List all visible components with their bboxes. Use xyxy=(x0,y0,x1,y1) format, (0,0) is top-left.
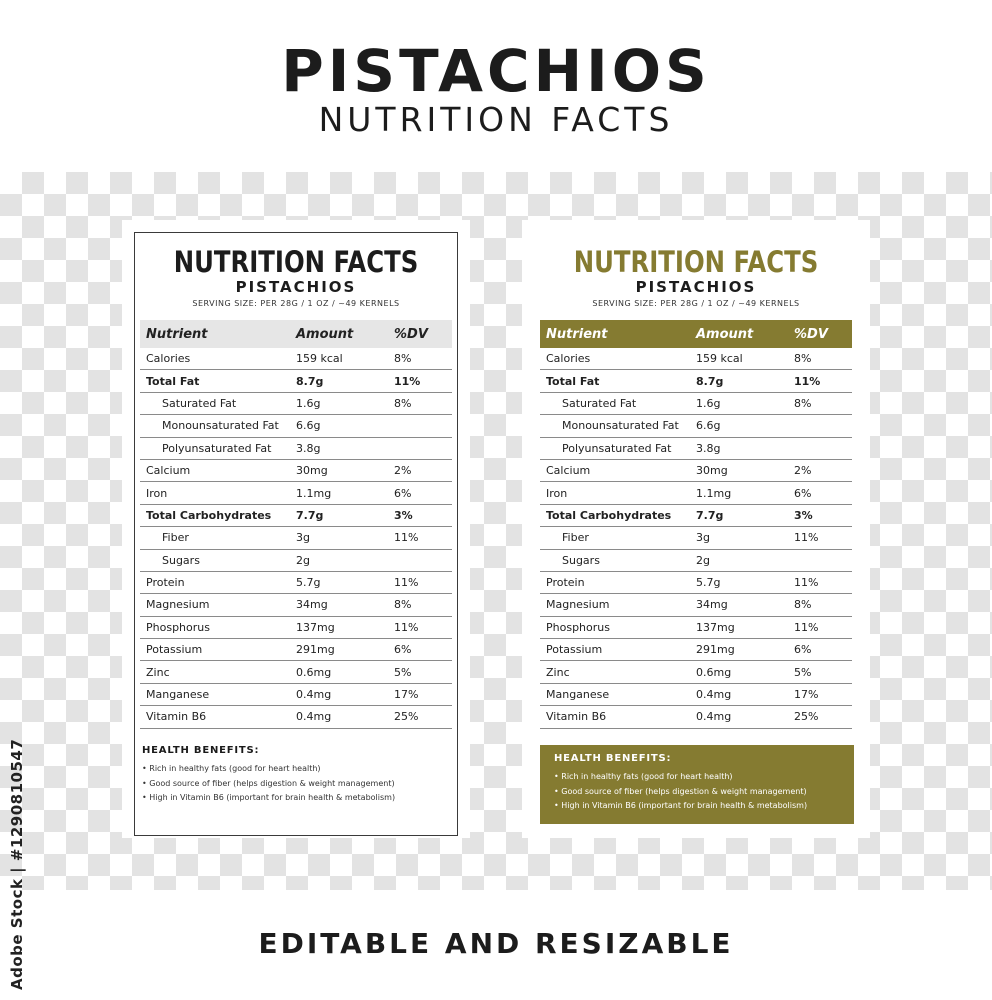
nutrient-name: Polyunsaturated Fat xyxy=(562,441,672,455)
nutrient-dv: 2% xyxy=(394,464,412,478)
nutrient-name: Monounsaturated Fat xyxy=(562,419,679,433)
nutrient-dv: 11% xyxy=(394,576,419,590)
table-row xyxy=(540,572,852,594)
nutrient-dv: 6% xyxy=(394,486,412,500)
nutrient-name: Monounsaturated Fat xyxy=(162,419,279,433)
table-row xyxy=(540,527,852,549)
table-row xyxy=(140,527,452,549)
column-header-dv: %DV xyxy=(794,326,828,342)
nutrient-dv: 6% xyxy=(794,486,812,500)
nutrient-name: Sugars xyxy=(162,553,200,567)
nutrition-table xyxy=(140,320,452,729)
nutrient-name: Fiber xyxy=(562,531,589,545)
nutrient-amount: 0.6mg xyxy=(296,665,332,679)
nutrient-name: Potassium xyxy=(546,643,603,657)
nutrition-label-monochrome xyxy=(122,220,470,838)
nutrient-amount: 30mg xyxy=(296,464,328,478)
table-row xyxy=(140,393,452,415)
nutrient-name: Magnesium xyxy=(546,598,610,612)
nutrient-name: Protein xyxy=(546,576,585,590)
table-row xyxy=(140,639,452,661)
nutrient-amount: 0.6mg xyxy=(696,665,732,679)
nutrient-amount: 159 kcal xyxy=(696,352,743,366)
nutrient-amount: 0.4mg xyxy=(296,710,332,724)
table-row xyxy=(540,594,852,616)
nutrient-name: Total Fat xyxy=(146,374,200,388)
nutrient-name: Saturated Fat xyxy=(162,396,237,410)
table-row xyxy=(540,505,852,527)
health-benefits-title: HEALTH BENEFITS: xyxy=(142,745,260,756)
nutrient-amount: 5.7g xyxy=(296,576,321,590)
nutrient-dv: 8% xyxy=(794,598,812,612)
benefit-item: • Rich in healthy fats (good for heart health) xyxy=(142,764,321,773)
nutrient-name: Phosphorus xyxy=(546,620,610,634)
nutrient-name: Sugars xyxy=(562,553,600,567)
table-row xyxy=(140,572,452,594)
nutrient-name: Polyunsaturated Fat xyxy=(162,441,272,455)
label-title: NUTRITION FACTS xyxy=(573,245,819,279)
column-header-nutrient: Nutrient xyxy=(146,326,208,342)
stock-id-watermark xyxy=(8,738,30,990)
label-serving-size: SERVING SIZE: PER 28G / 1 OZ / ~49 KERNELS xyxy=(592,299,800,308)
benefit-item: • Good source of fiber (helps digestion & weight management) xyxy=(554,786,807,796)
table-row xyxy=(540,639,852,661)
nutrient-name: Protein xyxy=(146,576,185,590)
column-header-amount: Amount xyxy=(296,326,354,342)
nutrient-dv: 8% xyxy=(394,352,412,366)
table-row xyxy=(140,550,452,572)
label-product-name: PISTACHIOS xyxy=(235,278,357,296)
table-row xyxy=(540,438,852,460)
table-row xyxy=(540,684,852,706)
nutrient-amount: 8.7g xyxy=(696,374,724,388)
nutrition-label-accent xyxy=(522,220,870,838)
nutrient-amount: 7.7g xyxy=(296,508,324,522)
nutrient-dv: 8% xyxy=(794,396,812,410)
nutrient-name: Zinc xyxy=(546,665,570,679)
health-benefits xyxy=(540,745,854,824)
nutrient-amount: 137mg xyxy=(696,620,735,634)
nutrient-amount: 1.6g xyxy=(696,396,721,410)
nutrient-name: Calories xyxy=(146,352,191,366)
table-row xyxy=(140,438,452,460)
nutrient-dv: 5% xyxy=(794,665,812,679)
nutrient-amount: 3g xyxy=(696,531,710,545)
nutrient-amount: 0.4mg xyxy=(696,688,732,702)
table-row xyxy=(140,617,452,639)
table-row xyxy=(140,684,452,706)
footer-caption: EDITABLE AND RESIZABLE xyxy=(258,927,734,960)
nutrient-amount: 1.6g xyxy=(296,396,321,410)
stock-id-text: Adobe Stock | #1290810547 xyxy=(8,738,26,990)
nutrient-amount: 3g xyxy=(296,531,310,545)
nutrient-amount: 3.8g xyxy=(696,441,721,455)
nutrient-name: Total Carbohydrates xyxy=(146,508,272,522)
nutrient-dv: 3% xyxy=(794,508,813,522)
table-row xyxy=(540,550,852,572)
nutrient-name: Iron xyxy=(546,486,568,500)
table-row xyxy=(140,482,452,504)
nutrient-dv: 8% xyxy=(394,598,412,612)
benefit-item: • High in Vitamin B6 (important for brain health & metabolism) xyxy=(554,801,808,810)
nutrient-dv: 25% xyxy=(794,710,819,724)
nutrient-dv: 11% xyxy=(794,620,819,634)
nutrient-name: Vitamin B6 xyxy=(146,710,207,724)
nutrient-dv: 3% xyxy=(394,508,413,522)
nutrient-dv: 6% xyxy=(794,643,812,657)
nutrient-amount: 0.4mg xyxy=(296,688,332,702)
nutrient-dv: 17% xyxy=(794,688,819,702)
nutrient-amount: 6.6g xyxy=(696,419,721,433)
nutrient-dv: 6% xyxy=(394,643,412,657)
nutrient-name: Total Fat xyxy=(546,374,600,388)
nutrient-dv: 8% xyxy=(794,352,812,366)
table-row xyxy=(540,348,852,370)
table-body xyxy=(140,348,452,729)
nutrient-name: Calcium xyxy=(146,464,191,478)
nutrient-name: Total Carbohydrates xyxy=(546,508,672,522)
nutrient-name: Zinc xyxy=(146,665,170,679)
table-row xyxy=(540,415,852,437)
nutrient-amount: 137mg xyxy=(296,620,335,634)
nutrient-dv: 11% xyxy=(794,531,819,545)
nutrient-amount: 159 kcal xyxy=(296,352,343,366)
nutrient-amount: 291mg xyxy=(696,643,735,657)
nutrient-amount: 6.6g xyxy=(296,419,321,433)
table-row xyxy=(140,505,452,527)
nutrient-name: Phosphorus xyxy=(146,620,210,634)
table-header xyxy=(140,320,452,348)
table-row xyxy=(140,415,452,437)
health-benefits-title: HEALTH BENEFITS: xyxy=(554,753,672,764)
label-product-name: PISTACHIOS xyxy=(635,278,757,296)
nutrient-dv: 11% xyxy=(394,620,419,634)
nutrient-dv: 17% xyxy=(394,688,419,702)
benefit-item: • Rich in healthy fats (good for heart health) xyxy=(554,772,733,781)
nutrient-name: Potassium xyxy=(146,643,203,657)
nutrient-name: Iron xyxy=(146,486,168,500)
nutrition-table xyxy=(540,320,852,729)
nutrient-amount: 3.8g xyxy=(296,441,321,455)
table-row xyxy=(140,370,452,392)
column-header-nutrient: Nutrient xyxy=(546,326,608,342)
nutrient-name: Calories xyxy=(546,352,591,366)
nutrient-name: Magnesium xyxy=(146,598,210,612)
table-row xyxy=(540,617,852,639)
nutrient-name: Manganese xyxy=(546,688,610,702)
table-row xyxy=(140,706,452,728)
nutrient-dv: 11% xyxy=(794,374,821,388)
nutrient-amount: 5.7g xyxy=(696,576,721,590)
nutrient-name: Saturated Fat xyxy=(562,396,637,410)
table-row xyxy=(540,393,852,415)
label-serving-size: SERVING SIZE: PER 28G / 1 OZ / ~49 KERNELS xyxy=(192,299,400,308)
page-title: PISTACHIOS xyxy=(281,37,711,105)
table-row xyxy=(540,460,852,482)
nutrient-amount: 1.1mg xyxy=(296,486,332,500)
nutrient-dv: 11% xyxy=(394,531,419,545)
nutrient-dv: 2% xyxy=(794,464,812,478)
nutrient-amount: 291mg xyxy=(296,643,335,657)
nutrient-amount: 0.4mg xyxy=(696,710,732,724)
nutrient-amount: 7.7g xyxy=(696,508,724,522)
table-header xyxy=(540,320,852,348)
table-row xyxy=(540,482,852,504)
column-header-amount: Amount xyxy=(696,326,754,342)
table-row xyxy=(540,370,852,392)
table-body xyxy=(540,348,852,729)
table-row xyxy=(140,661,452,683)
column-header-dv: %DV xyxy=(394,326,428,342)
nutrient-amount: 34mg xyxy=(296,598,328,612)
page-subtitle: NUTRITION FACTS xyxy=(318,100,674,139)
nutrient-dv: 11% xyxy=(794,576,819,590)
table-row xyxy=(540,706,852,728)
nutrient-amount: 2g xyxy=(696,553,710,567)
nutrient-dv: 25% xyxy=(394,710,419,724)
benefit-item: • Good source of fiber (helps digestion & weight management) xyxy=(142,778,395,788)
table-row xyxy=(140,594,452,616)
nutrient-amount: 8.7g xyxy=(296,374,324,388)
table-row xyxy=(540,661,852,683)
nutrient-dv: 11% xyxy=(394,374,421,388)
nutrient-amount: 30mg xyxy=(696,464,728,478)
table-row xyxy=(140,460,452,482)
health-benefits xyxy=(142,745,452,806)
benefit-item: • High in Vitamin B6 (important for brain health & metabolism) xyxy=(142,793,396,802)
nutrient-amount: 1.1mg xyxy=(696,486,732,500)
nutrient-amount: 2g xyxy=(296,553,310,567)
nutrient-dv: 5% xyxy=(394,665,412,679)
table-row xyxy=(140,348,452,370)
nutrient-name: Calcium xyxy=(546,464,591,478)
nutrient-name: Vitamin B6 xyxy=(546,710,607,724)
nutrient-dv: 8% xyxy=(394,396,412,410)
nutrient-name: Fiber xyxy=(162,531,189,545)
nutrient-amount: 34mg xyxy=(696,598,728,612)
nutrient-name: Manganese xyxy=(146,688,210,702)
label-title: NUTRITION FACTS xyxy=(173,245,419,279)
